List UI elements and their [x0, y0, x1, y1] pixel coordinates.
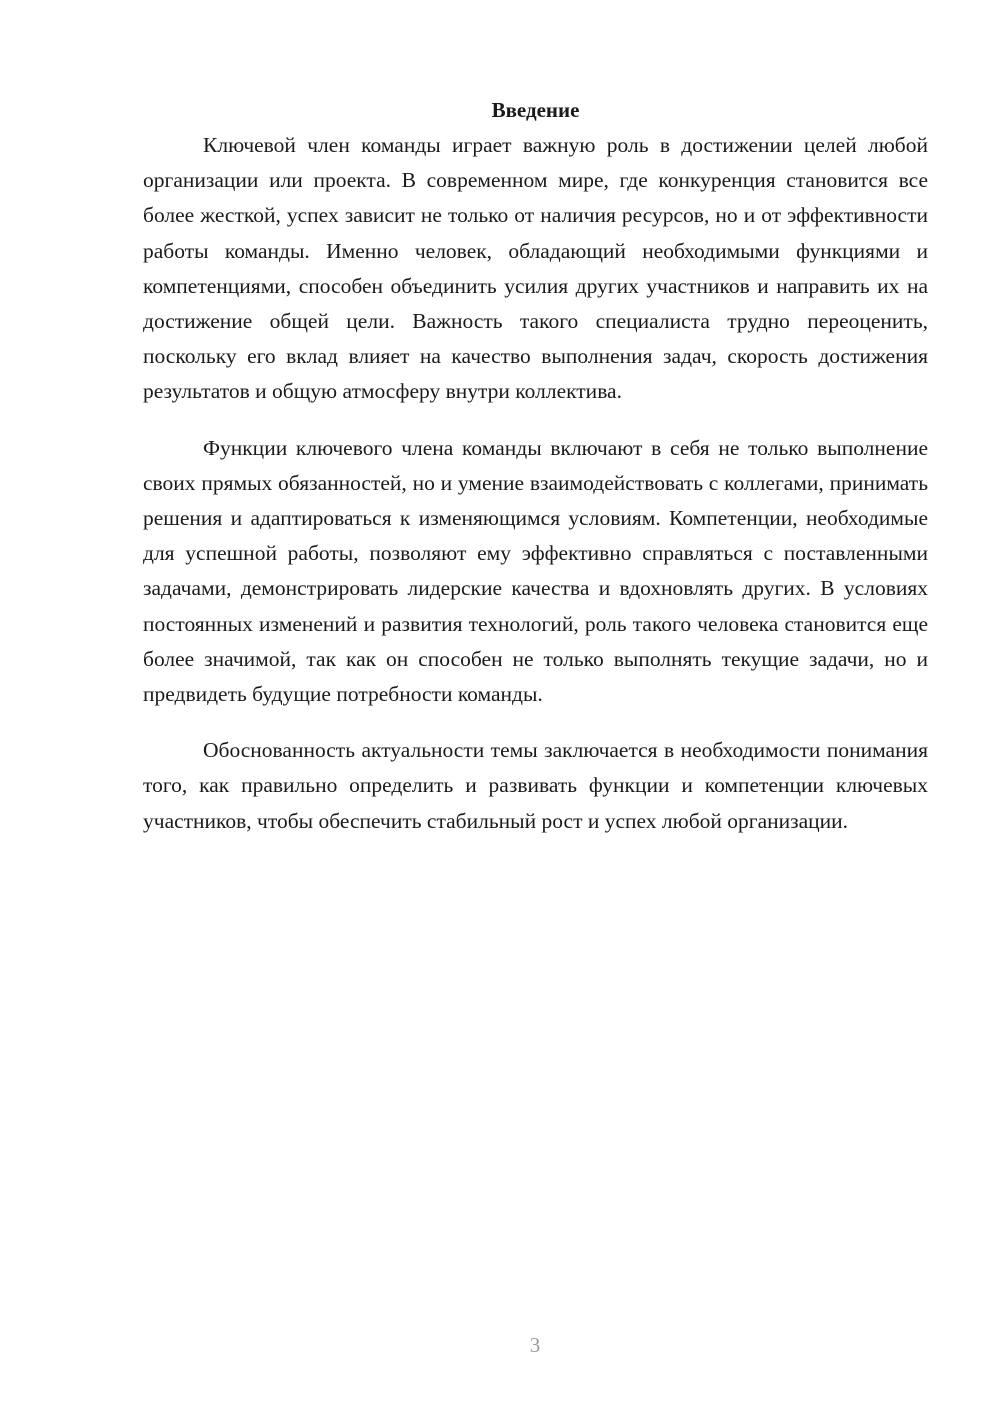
- paragraph-1: Ключевой член команды играет важную роль в достижении целей любой организации или проекта. В современном мире, где конкуренция становится все более жесткой, успех зависит не только от наличия ресурсов, но и от эффективности работы команды. Именно человек, обладающий необходимыми функциями и компетенциями, способен объединить усилия других участников и направить их на достижение общей цели. Важность такого специалиста трудно переоценить, поскольку его вклад влияет на качество выполнения задач, скорость достижения результатов и общую атмосферу внутри коллектива.: [143, 133, 928, 404]
- paragraph-2: Функции ключевого члена команды включают в себя не только выполнение своих прямых обязанностей, но и умение взаимодействовать с коллегами, принимать решения и адаптироваться к изменяющимся условиям. Компетенции, необходимые для успешной работы, позволяют ему эффективно справляться с поставленными задачами, демонстрировать лидерские качества и вдохновлять других. В условиях постоянных изменений и развития технологий, роль такого человека становится еще более значимой, так как он способен не только выполнять текущие задачи, но и предвидеть будущие потребности команды.: [143, 435, 928, 707]
- section-title: Введение: [491, 98, 580, 122]
- page-number: 3: [529, 1333, 541, 1357]
- page-content: [143, 93, 928, 860]
- paragraph-3: Обоснованность актуальности темы заключается в необходимости понимания того, как правильно определить и развивать функции и компетенции ключевых участников, чтобы обеспечить стабильный рост и успех любой организации.: [143, 738, 928, 833]
